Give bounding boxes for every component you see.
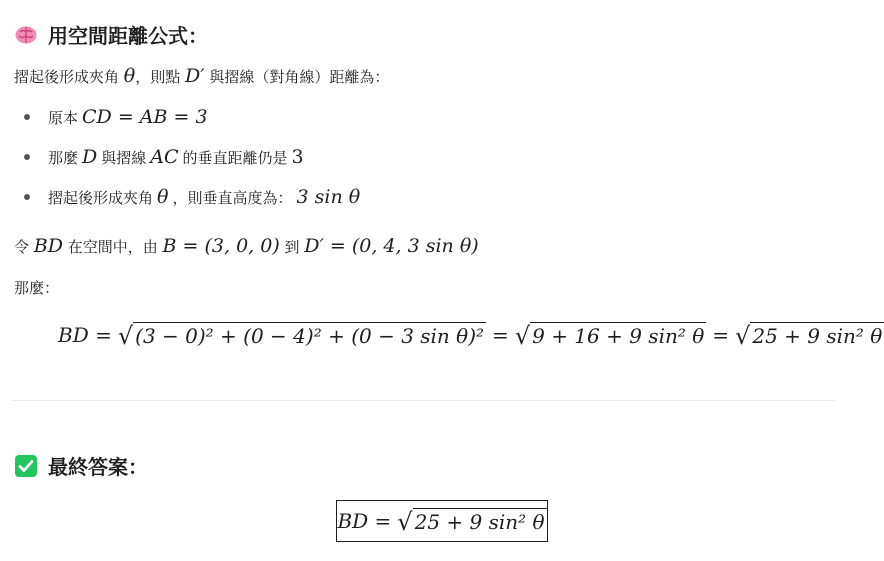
bullet-text-b: ，則垂直高度為：: [172, 188, 293, 207]
section-heading-final: [14, 451, 148, 480]
coords-b-point: B = (3, 0, 0): [162, 235, 280, 257]
intro-paragraph: [14, 66, 389, 87]
answer-radical: [397, 508, 546, 534]
final-answer-box: [336, 500, 548, 542]
brain-icon: [14, 23, 38, 47]
bullet-dot: [24, 194, 30, 200]
bullet-item-3: [24, 186, 364, 208]
heading-text: 用空間距離公式：: [48, 24, 208, 48]
radical-1: [118, 322, 486, 348]
intro-text-b: ，則點: [135, 68, 186, 86]
bullet-dot: [24, 154, 30, 160]
bullet-math: 3 sin θ: [296, 186, 361, 208]
check-icon: [14, 454, 38, 478]
radicand-3: 25 + 9 sin² θ: [752, 324, 883, 348]
then-label: 那麼：: [14, 279, 60, 297]
equals-1: =: [492, 323, 509, 347]
equals-2: =: [712, 323, 730, 347]
bullet-text-mid: 與摺線: [101, 148, 147, 167]
bullet-math-3: 3: [291, 146, 304, 168]
bullet-math: CD = AB = 3: [82, 106, 208, 128]
bullet-dot: [24, 114, 30, 120]
bullet-item-2: [24, 146, 308, 168]
intro-text-c: 與摺線（對角線）距離為：: [204, 68, 390, 86]
bullet-math-d: D: [82, 146, 98, 168]
formula-lhs: BD =: [58, 323, 112, 347]
radical-2: [515, 322, 706, 348]
coords-paragraph: [14, 236, 479, 257]
bullet-text: 原本: [48, 108, 79, 127]
coords-text-b: 在空間中，由: [62, 238, 163, 256]
bullet-text: 那麼: [48, 148, 79, 167]
radical-3: [735, 322, 884, 348]
intro-text-a: 摺起後形成夾角: [14, 68, 124, 86]
answer-radicand: 25 + 9 sin² θ: [414, 510, 545, 534]
section-heading-formula: [14, 20, 208, 49]
radical-sign: √: [735, 322, 751, 350]
answer-lhs: BD =: [337, 509, 392, 533]
coords-d-point: D′ = (0, 4, 3 sin θ): [304, 235, 479, 257]
bullet-text-b: 的垂直距離仍是: [182, 148, 288, 167]
bullet-item-1: [24, 106, 212, 128]
section-divider: [12, 400, 835, 401]
bullet-theta: θ: [157, 186, 169, 208]
radicand-1: (3 − 0)² + (0 − 4)² + (0 − 3 sin θ)²: [135, 324, 485, 348]
coords-text-a: 令: [14, 238, 34, 256]
bullet-math-ac: AC: [150, 146, 179, 168]
radical-sign: √: [117, 322, 134, 350]
radical-sign: √: [397, 508, 413, 536]
intro-dprime: D′: [185, 65, 205, 87]
bullet-text: 摺起後形成夾角: [48, 188, 154, 207]
radical-sign: √: [514, 322, 531, 350]
intro-theta: θ: [123, 65, 136, 87]
coords-text-c: 到: [279, 238, 305, 256]
heading-text: 最終答案：: [48, 455, 148, 479]
coords-bd: BD: [33, 235, 63, 257]
distance-formula: [58, 322, 884, 348]
radicand-2: 9 + 16 + 9 sin² θ: [532, 324, 705, 348]
